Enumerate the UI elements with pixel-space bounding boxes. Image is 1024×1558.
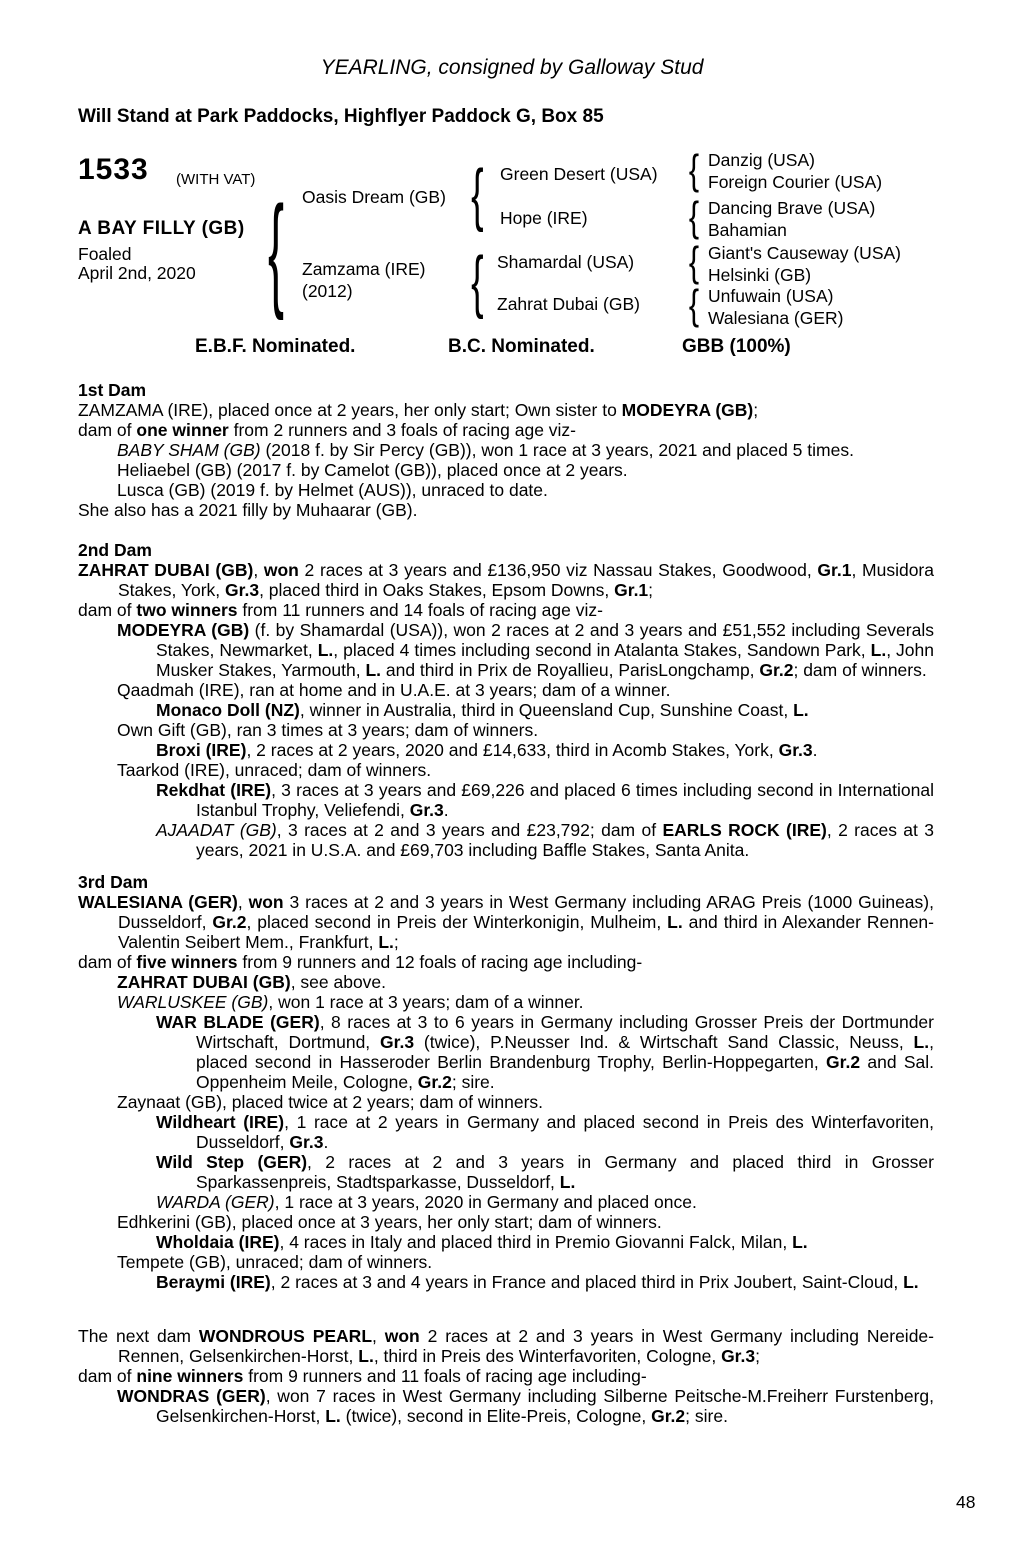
pedigree-brace: { (688, 237, 700, 285)
dam-section (78, 540, 934, 860)
pedigree-paragraph: Broxi (IRE), 2 races at 2 years, 2020 and £14,633, third in Acomb Stakes, York, Gr.3. (156, 740, 818, 760)
section-heading: 2nd Dam (78, 540, 152, 560)
foaled-label: Foaled (78, 244, 132, 264)
pedigree-great-grandparent: Dancing Brave (USA) (708, 198, 876, 218)
pedigree-great-grandparent: Helsinki (GB) (708, 265, 812, 285)
pedigree-paragraph: ZAHRAT DUBAI (GB), see above. (117, 972, 387, 992)
pedigree-grandparent: Hope (IRE) (500, 208, 588, 228)
stand-location: Will Stand at Park Paddocks, Highflyer Paddock G, Box 85 (78, 106, 604, 127)
pedigree-paragraph: Own Gift (GB), ran 3 times at 3 years; dam of winners. (117, 720, 539, 740)
pedigree-paragraph: Qaadmah (IRE), ran at home and in U.A.E. at 3 years; dam of a winner. (117, 680, 671, 700)
pedigree-brace: { (471, 244, 484, 321)
pedigree-paragraph: The next dam WONDROUS PEARL, won 2 races at 2 and 3 years in West Germany including Nereide-Rennen, Gelsenkirchen-Horst, L., third in Preis des Winterfavoriten, Cologne, Gr.3; (78, 1326, 934, 1366)
pedigree-paragraph: Lusca (GB) (2019 f. by Helmet (AUS)), unraced to date. (117, 480, 548, 500)
pedigree-great-grandparent: Foreign Courier (USA) (708, 172, 883, 192)
pedigree-paragraph: Monaco Doll (NZ), winner in Australia, third in Queensland Cup, Sunshine Coast, L. (156, 700, 809, 720)
pedigree-paragraph: She also has a 2021 filly by Muhaarar (GB). (78, 500, 418, 520)
pedigree-paragraph: Taarkod (IRE), unraced; dam of winners. (117, 760, 432, 780)
pedigree-paragraph: MODEYRA (GB) (f. by Shamardal (USA)), won 2 races at 2 and 3 years and £51,552 including Severals Stakes, Newmarket, L., placed 4 times including second in Atalanta Stakes, Sandown Park, L., John Musker Stakes, Yarmouth, L. and third in Prix de Royallieu, ParisLongchamp, Gr.2; dam of winners. (117, 620, 934, 680)
pedigree-paragraph: Wholdaia (IRE), 4 races in Italy and placed third in Premio Giovanni Falck, Milan, L. (156, 1232, 808, 1252)
pedigree-paragraph: Zaynaat (GB), placed twice at 2 years; dam of winners. (117, 1092, 544, 1112)
pedigree-brace: { (268, 180, 285, 322)
pedigree-brace: { (688, 145, 700, 193)
foaled-date: April 2nd, 2020 (78, 263, 196, 283)
pedigree-paragraph: BABY SHAM (GB) (2018 f. by Sir Percy (GB)), won 1 race at 3 years, 2021 and placed 5 times. (117, 440, 854, 460)
pedigree-great-grandparent: Unfuwain (USA) (708, 286, 834, 306)
pedigree-dam: Zamzama (IRE) (302, 259, 426, 279)
pedigree-paragraph: WAR BLADE (GER), 8 races at 3 to 6 years in Germany including Grosser Preis der Dortmunder Wirtschaft, Dortmund, Gr.3 (twice), P.Neusser Ind. & Wirtschaft Sand Classic, Neuss, L., placed second in Hasseroder Berlin Brandenburg Trophy, Berlin-Hoppegarten, Gr.2 and Sal. Oppenheim Meile, Cologne, Gr.2; sire. (156, 1012, 934, 1092)
pedigree-text (78, 380, 934, 1426)
horse-description: A BAY FILLY (GB) (78, 218, 245, 239)
pedigree-paragraph: dam of nine winners from 9 runners and 11 foals of racing age including- (78, 1366, 647, 1386)
pedigree-brace: { (688, 280, 700, 328)
page-number: 48 (956, 1492, 976, 1512)
bc-nomination: B.C. Nominated. (448, 336, 595, 357)
pedigree-grandparent: Shamardal (USA) (497, 252, 635, 272)
pedigree-paragraph: ZAHRAT DUBAI (GB), won 2 races at 3 years and £136,950 viz Nassau Stakes, Goodwood, Gr.1, Musidora Stakes, York, Gr.3, placed third in Oaks Stakes, Epsom Downs, Gr.1; (78, 560, 934, 600)
pedigree-paragraph: Wild Step (GER), 2 races at 2 and 3 years in Germany and placed third in Grosser Sparkassenpreis, Stadtsparkasse, Dusseldorf, L. (156, 1152, 934, 1192)
ebf-nomination: E.B.F. Nominated. (195, 336, 356, 357)
pedigree-paragraph: WARDA (GER), 1 race at 3 years, 2020 in Germany and placed once. (156, 1192, 697, 1212)
pedigree-great-grandparent: Bahamian (708, 220, 787, 240)
pedigree-dam-year: (2012) (302, 281, 353, 301)
dam-section (78, 380, 934, 520)
pedigree-paragraph: WALESIANA (GER), won 3 races at 2 and 3 years in West Germany including ARAG Preis (1000 Guineas), Dusseldorf, Gr.2, placed second in Preis der Winterkonigin, Mulheim, L. and third in Alexander Rennen-Valentin Seibert Mem., Frankfurt, L.; (78, 892, 934, 952)
pedigree-great-grandparent: Danzig (USA) (708, 150, 815, 170)
pedigree-paragraph: Rekdhat (IRE), 3 races at 3 years and £69,226 and placed 6 times including second in International Istanbul Trophy, Veliefendi, Gr.3. (156, 780, 935, 820)
pedigree-paragraph: WARLUSKEE (GB), won 1 race at 3 years; dam of a winner. (117, 992, 584, 1012)
section-heading: 1st Dam (78, 380, 147, 400)
dam-section (78, 872, 934, 1292)
pedigree-paragraph: AJAADAT (GB), 3 races at 2 and 3 years and £23,792; dam of EARLS ROCK (IRE), 2 races at 3 years, 2021 in U.S.A. and £69,703 including Baffle Stakes, Santa Anita. (156, 820, 934, 860)
pedigree-great-grandparent: Walesiana (GER) (708, 308, 844, 328)
pedigree-paragraph: Tempete (GB), unraced; dam of winners. (117, 1252, 433, 1272)
vat-note: (WITH VAT) (176, 171, 256, 188)
pedigree-paragraph: dam of five winners from 9 runners and 12 foals of racing age including- (78, 952, 643, 972)
pedigree-paragraph: dam of one winner from 2 runners and 3 foals of racing age viz- (78, 420, 577, 440)
lot-number: 1533 (78, 153, 149, 186)
pedigree-great-grandparent: Giant's Causeway (USA) (708, 243, 901, 263)
pedigree-paragraph: Wildheart (IRE), 1 race at 2 years in Germany and placed second in Preis des Winterfavoriten, Dusseldorf, Gr.3. (156, 1112, 935, 1152)
pedigree-paragraph: dam of two winners from 11 runners and 14 foals of racing age viz- (78, 600, 603, 620)
section-heading: 3rd Dam (78, 872, 149, 892)
pedigree-paragraph: ZAMZAMA (IRE), placed once at 2 years, her only start; Own sister to MODEYRA (GB); (78, 400, 759, 420)
dam-section (78, 1326, 934, 1426)
pedigree-grandparent: Green Desert (USA) (500, 164, 658, 184)
pedigree-paragraph: Beraymi (IRE), 2 races at 3 and 4 years in France and placed third in Prix Joubert, Saint-Cloud, L. (156, 1272, 919, 1292)
pedigree-brace: { (471, 157, 484, 234)
pedigree-grandparent: Zahrat Dubai (GB) (497, 294, 640, 314)
page-title: YEARLING, consigned by Galloway Stud (320, 56, 704, 79)
pedigree-paragraph: WONDRAS (GER), won 7 races in West Germany including Silberne Peitsche-M.Freiherr Furstenberg, Gelsenkirchen-Horst, L. (twice), second in Elite-Preis, Cologne, Gr.2; sire. (117, 1386, 934, 1426)
pedigree-paragraph: Heliaebel (GB) (2017 f. by Camelot (GB)), placed once at 2 years. (117, 460, 628, 480)
pedigree-sire: Oasis Dream (GB) (302, 187, 446, 207)
pedigree-brace: { (688, 192, 700, 240)
gbb-status: GBB (100%) (682, 336, 791, 357)
pedigree-paragraph: Edhkerini (GB), placed once at 3 years, her only start; dam of winners. (117, 1212, 662, 1232)
